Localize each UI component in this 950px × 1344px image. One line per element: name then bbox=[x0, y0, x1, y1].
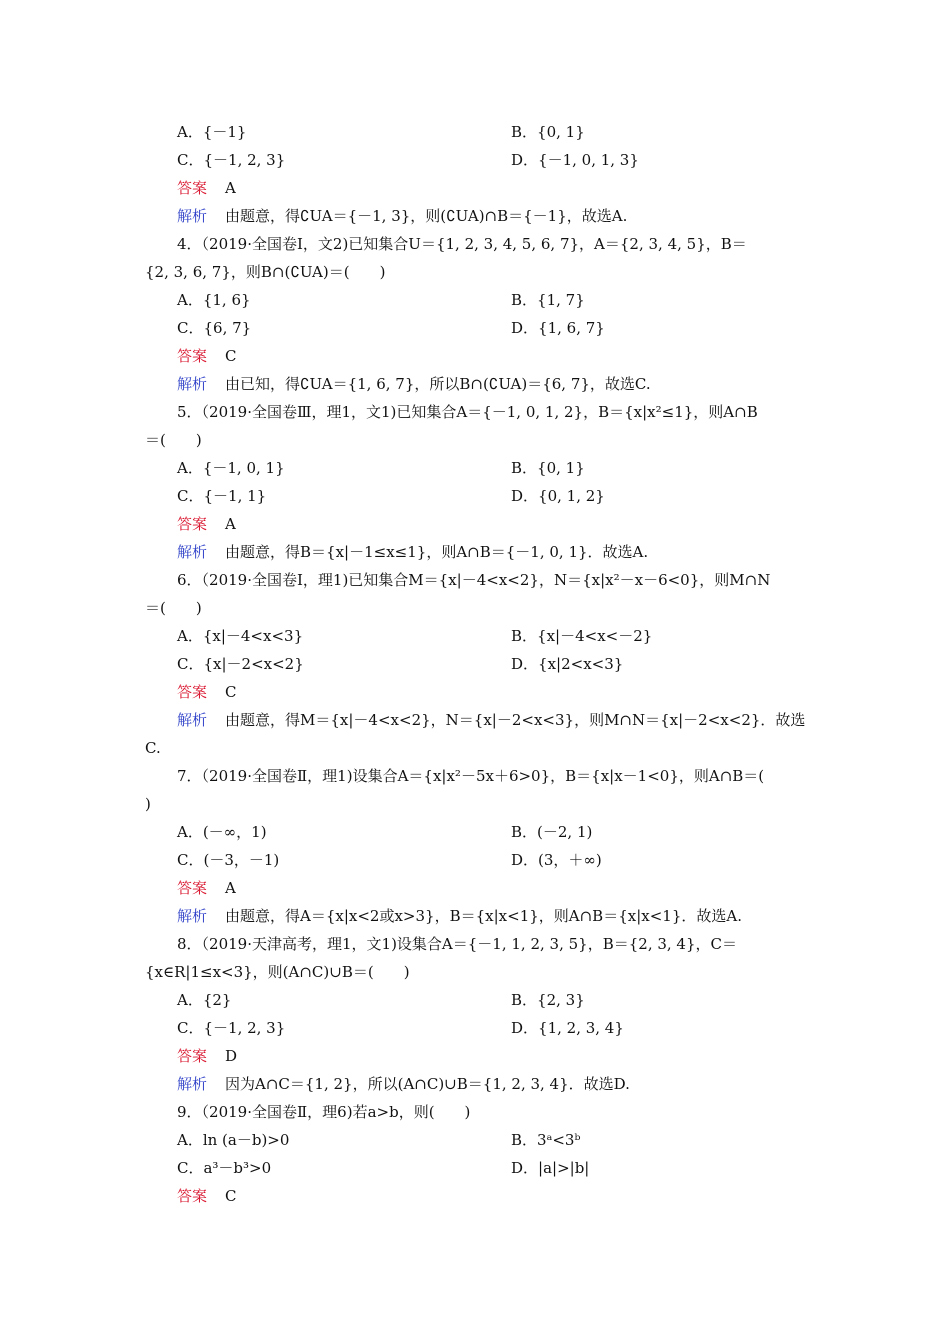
q8-options-row-2 bbox=[0, 1014, 950, 1042]
q6-stem: 6．（2019·全国卷Ⅰ，理1)已知集合M＝{x|－4<x<2}，N＝{x|x²－x－6<0}，则M∩N bbox=[177, 571, 771, 589]
analysis-label: 解析 bbox=[177, 375, 208, 393]
q4-stem-line-1 bbox=[0, 230, 950, 258]
q6-stem-line-2 bbox=[0, 594, 950, 622]
q3-option-b: B．{0, 1} bbox=[511, 123, 585, 141]
q9-stem: 9．（2019·全国卷Ⅱ，理6)若a>b，则( ) bbox=[177, 1103, 471, 1121]
q7-stem-line-1 bbox=[0, 762, 950, 790]
q6-answer bbox=[0, 678, 950, 706]
q7-option-b: B．(－2, 1) bbox=[511, 823, 593, 841]
q6-option-a: A．{x|－4<x<3} bbox=[177, 627, 304, 645]
answer-label: 答案 bbox=[177, 879, 208, 897]
q8-stem-cont: {x∈R|1≤x<3}，则(A∩C)∪B＝( ) bbox=[145, 963, 410, 981]
q5-options-row-2 bbox=[0, 482, 950, 510]
q8-option-a: A．{2} bbox=[177, 991, 232, 1009]
q3-answer bbox=[0, 174, 950, 202]
q5-stem-line-2 bbox=[0, 426, 950, 454]
answer-value: A bbox=[225, 879, 236, 897]
q7-options-row-2 bbox=[0, 846, 950, 874]
q7-option-d: D．(3，＋∞) bbox=[511, 851, 602, 869]
q4-option-b: B．{1, 7} bbox=[511, 291, 585, 309]
q6-analysis-cont bbox=[0, 734, 950, 762]
q5-stem: 5．（2019·全国卷Ⅲ，理1，文1)已知集合A＝{－1, 0, 1, 2}，B＝{x|x²≤1}，则A∩B bbox=[177, 403, 758, 421]
q6-options-row-2 bbox=[0, 650, 950, 678]
q3-options-row-1 bbox=[0, 118, 950, 146]
q6-stem-line-1 bbox=[0, 566, 950, 594]
q9-option-a: A．ln (a－b)>0 bbox=[177, 1131, 290, 1149]
q3-options-row-2 bbox=[0, 146, 950, 174]
answer-value: A bbox=[225, 515, 236, 533]
analysis-label: 解析 bbox=[177, 711, 208, 729]
q5-option-c: C．{－1, 1} bbox=[177, 487, 267, 505]
q8-analysis bbox=[0, 1070, 950, 1098]
q4-options-row-2 bbox=[0, 314, 950, 342]
q4-stem: 4．（2019·全国卷Ⅰ，文2)已知集合U＝{1, 2, 3, 4, 5, 6, 7}，A＝{2, 3, 4, 5}，B＝ bbox=[177, 235, 747, 253]
analysis-label: 解析 bbox=[177, 1075, 208, 1093]
q6-option-d: D．{x|2<x<3} bbox=[511, 655, 624, 673]
q5-options-row-1 bbox=[0, 454, 950, 482]
q9-option-c: C．a³－b³>0 bbox=[177, 1159, 272, 1177]
q7-stem: 7．（2019·全国卷Ⅱ，理1)设集合A＝{x|x²－5x＋6>0}，B＝{x|x－1<0}，则A∩B＝( bbox=[177, 767, 765, 785]
answer-label: 答案 bbox=[177, 515, 208, 533]
q3-option-c: C．{－1, 2, 3} bbox=[177, 151, 286, 169]
q4-answer bbox=[0, 342, 950, 370]
answer-label: 答案 bbox=[177, 1047, 208, 1065]
q5-stem-line-1 bbox=[0, 398, 950, 426]
q5-analysis bbox=[0, 538, 950, 566]
q5-option-a: A．{－1, 0, 1} bbox=[177, 459, 285, 477]
q6-stem-cont: ＝( ) bbox=[145, 599, 202, 617]
q5-stem-cont: ＝( ) bbox=[145, 431, 202, 449]
q9-answer bbox=[0, 1182, 950, 1210]
q7-stem-line-2 bbox=[0, 790, 950, 818]
q6-analysis bbox=[0, 706, 950, 734]
answer-label: 答案 bbox=[177, 683, 208, 701]
q8-option-b: B．{2, 3} bbox=[511, 991, 585, 1009]
q3-option-a: A．{－1} bbox=[177, 123, 247, 141]
answer-label: 答案 bbox=[177, 179, 208, 197]
q4-analysis bbox=[0, 370, 950, 398]
answer-value: A bbox=[225, 179, 236, 197]
analysis-text: 由已知，得∁UA＝{1, 6, 7}，所以B∩(∁UA)＝{6, 7}，故选C. bbox=[225, 375, 651, 393]
q9-stem-line-1 bbox=[0, 1098, 950, 1126]
analysis-label: 解析 bbox=[177, 907, 208, 925]
q6-options-row-1 bbox=[0, 622, 950, 650]
q3-analysis bbox=[0, 202, 950, 230]
q9-options-row-1 bbox=[0, 1126, 950, 1154]
q4-option-d: D．{1, 6, 7} bbox=[511, 319, 605, 337]
analysis-text: 由题意，得A＝{x|x<2或x>3}，B＝{x|x<1}，则A∩B＝{x|x<1}．故选A. bbox=[225, 907, 742, 925]
q4-option-c: C．{6, 7} bbox=[177, 319, 252, 337]
q4-stem-cont: {2, 3, 6, 7}，则B∩(∁UA)＝( ) bbox=[145, 263, 386, 281]
analysis-label: 解析 bbox=[177, 207, 208, 225]
q8-stem-line-1 bbox=[0, 930, 950, 958]
q8-answer bbox=[0, 1042, 950, 1070]
q7-option-c: C．(－3，－1) bbox=[177, 851, 280, 869]
q9-options-row-2 bbox=[0, 1154, 950, 1182]
q9-option-b: B．3ᵃ<3ᵇ bbox=[511, 1131, 581, 1149]
analysis-text: 由题意，得M＝{x|－4<x<2}，N＝{x|－2<x<3}，则M∩N＝{x|－2<x<2}．故选 bbox=[225, 711, 806, 729]
analysis-text: 因为A∩C＝{1, 2}，所以(A∩C)∪B＝{1, 2, 3, 4}．故选D. bbox=[225, 1075, 630, 1093]
answer-label: 答案 bbox=[177, 347, 208, 365]
answer-value: C bbox=[225, 683, 237, 701]
q4-option-a: A．{1, 6} bbox=[177, 291, 251, 309]
q7-answer bbox=[0, 874, 950, 902]
answer-value: C bbox=[225, 1187, 237, 1205]
q7-options-row-1 bbox=[0, 818, 950, 846]
q3-option-d: D．{－1, 0, 1, 3} bbox=[511, 151, 639, 169]
q8-stem: 8．（2019·天津高考，理1，文1)设集合A＝{－1, 1, 2, 3, 5}，B＝{2, 3, 4}，C＝ bbox=[177, 935, 737, 953]
answer-label: 答案 bbox=[177, 1187, 208, 1205]
q6-option-b: B．{x|－4<x<－2} bbox=[511, 627, 653, 645]
q4-stem-line-2 bbox=[0, 258, 950, 286]
analysis-text: 由题意，得∁UA＝{－1, 3}，则(∁UA)∩B＝{－1}，故选A. bbox=[225, 207, 628, 225]
q5-option-b: B．{0, 1} bbox=[511, 459, 585, 477]
q8-options-row-1 bbox=[0, 986, 950, 1014]
q5-option-d: D．{0, 1, 2} bbox=[511, 487, 605, 505]
answer-value: C bbox=[225, 347, 237, 365]
analysis-label: 解析 bbox=[177, 543, 208, 561]
q9-option-d: D．|a|>|b| bbox=[511, 1159, 590, 1177]
q5-answer bbox=[0, 510, 950, 538]
q7-option-a: A．(－∞，1) bbox=[177, 823, 267, 841]
q7-analysis bbox=[0, 902, 950, 930]
q8-stem-line-2 bbox=[0, 958, 950, 986]
q8-option-d: D．{1, 2, 3, 4} bbox=[511, 1019, 624, 1037]
analysis-text: 由题意，得B＝{x|－1≤x≤1}，则A∩B＝{－1, 0, 1}．故选A. bbox=[225, 543, 649, 561]
answer-value: D bbox=[225, 1047, 238, 1065]
q7-stem-cont: ) bbox=[145, 795, 151, 813]
q4-options-row-1 bbox=[0, 286, 950, 314]
q6-option-c: C．{x|－2<x<2} bbox=[177, 655, 304, 673]
analysis-text-cont: C. bbox=[145, 739, 161, 757]
q8-option-c: C．{－1, 2, 3} bbox=[177, 1019, 286, 1037]
